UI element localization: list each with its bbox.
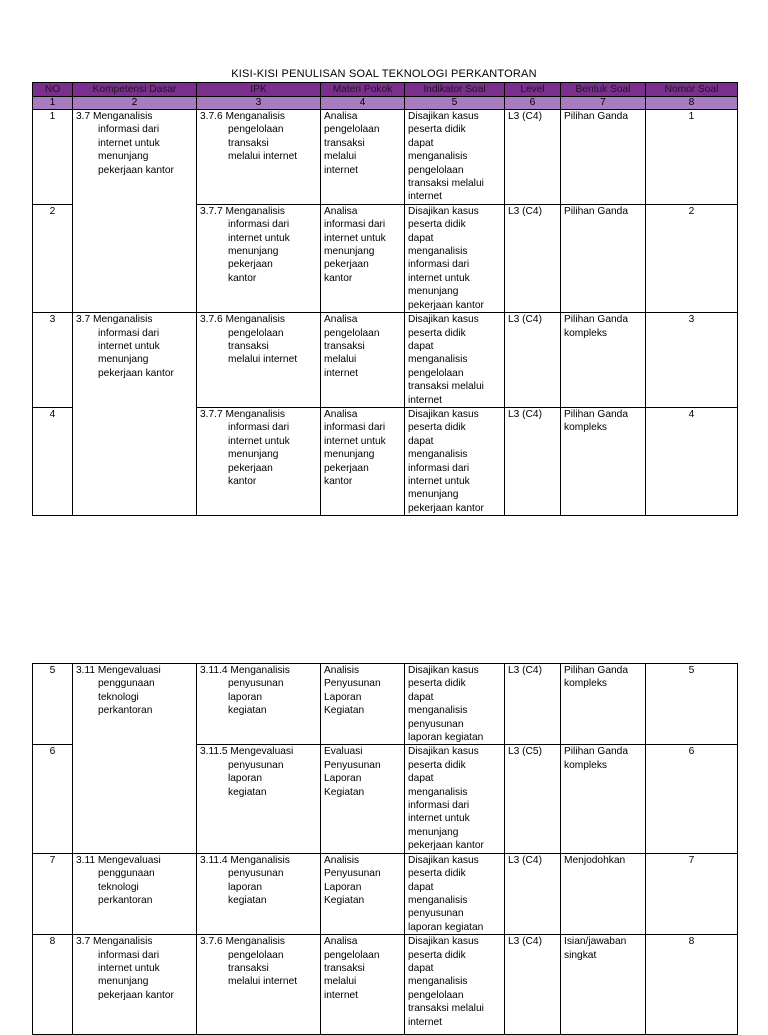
- cell-no: 5: [33, 664, 73, 745]
- cell-ipk: [197, 407, 321, 515]
- header-indikator-soal: Indikator Soal: [405, 83, 505, 97]
- cell-materi-pokok: Analisis Penyusunan Laporan Kegiatan: [321, 853, 405, 934]
- cell-bentuk-soal: Pilihan Ganda kompleks: [561, 664, 646, 745]
- cell-materi-pokok: Analisa informasi dari internet untuk menunjang pekerjaan kantor: [321, 204, 405, 312]
- cell-nomor-soal: 7: [646, 853, 738, 934]
- ipk-text: 3.7.6 Menganalisis pengelolaan transaksi melalui internet: [200, 111, 298, 163]
- ipk-text: 3.7.7 Menganalisis informasi dari internet untuk menunjang pekerjaan kantor: [200, 408, 290, 487]
- header-level: Level: [505, 83, 561, 97]
- cell-indikator-soal: Disajikan kasus peserta didik dapat menganalisis informasi dari internet untuk menunjang pekerjaan kantor: [405, 407, 505, 515]
- column-number: 2: [73, 97, 197, 110]
- cell-materi-pokok: Analisa pengelolaan transaksi melalui internet: [321, 935, 405, 1035]
- cell-ipk: [197, 664, 321, 745]
- table-row: [33, 110, 738, 205]
- cell-nomor-soal: 4: [646, 407, 738, 515]
- column-number-row: [33, 97, 738, 110]
- header-materi-pokok: Materi Pokok: [321, 83, 405, 97]
- cell-nomor-soal: 6: [646, 745, 738, 853]
- kompetensi-dasar-text: 3.7 Menganalisis informasi dari internet untuk menunjang pekerjaan kantor: [76, 936, 174, 1001]
- cell-bentuk-soal: Pilihan Ganda kompleks: [561, 745, 646, 853]
- cell-materi-pokok: Analisa informasi dari internet untuk menunjang pekerjaan kantor: [321, 407, 405, 515]
- cell-nomor-soal: 3: [646, 313, 738, 408]
- cell-indikator-soal: Disajikan kasus peserta didik dapat menganalisis pengelolaan transaksi melalui internet: [405, 935, 505, 1035]
- cell-nomor-soal: 8: [646, 935, 738, 1035]
- cell-bentuk-soal: Isian/jawaban singkat: [561, 935, 646, 1035]
- cell-indikator-soal: Disajikan kasus peserta didik dapat menganalisis pengelolaan transaksi melalui internet: [405, 313, 505, 408]
- ipk-text: 3.11.4 Menganalisis penyusunan laporan kegiatan: [200, 854, 290, 906]
- cell-indikator-soal: Disajikan kasus peserta didik dapat menganalisis informasi dari internet untuk menunjang pekerjaan kantor: [405, 745, 505, 853]
- cell-indikator-soal: Disajikan kasus peserta didik dapat menganalisis penyusunan laporan kegiatan: [405, 664, 505, 745]
- column-number: 3: [197, 97, 321, 110]
- cell-level: L3 (C5): [505, 745, 561, 853]
- cell-no: 3: [33, 313, 73, 408]
- cell-kompetensi-dasar: [73, 935, 197, 1035]
- table-row: [33, 313, 738, 408]
- cell-nomor-soal: 5: [646, 664, 738, 745]
- cell-nomor-soal: 1: [646, 110, 738, 205]
- cell-materi-pokok: Evaluasi Penyusunan Laporan Kegiatan: [321, 745, 405, 853]
- kompetensi-dasar-text: 3.11 Mengevaluasi penggunaan teknologi perkantoran: [76, 665, 161, 717]
- cell-nomor-soal: 2: [646, 204, 738, 312]
- cell-ipk: [197, 853, 321, 934]
- cell-kompetensi-dasar: [73, 664, 197, 854]
- cell-bentuk-soal: Pilihan Ganda kompleks: [561, 407, 646, 515]
- cell-bentuk-soal: Pilihan Ganda kompleks: [561, 313, 646, 408]
- cell-level: L3 (C4): [505, 204, 561, 312]
- header-ipk: IPK: [197, 83, 321, 97]
- cell-level: L3 (C4): [505, 407, 561, 515]
- header-nomor-soal: Nomor Soal: [646, 83, 738, 97]
- cell-no: 1: [33, 110, 73, 205]
- cell-indikator-soal: Disajikan kasus peserta didik dapat menganalisis pengelolaan transaksi melalui internet: [405, 110, 505, 205]
- cell-no: 4: [33, 407, 73, 515]
- table-row: [33, 664, 738, 745]
- cell-ipk: [197, 313, 321, 408]
- cell-level: L3 (C4): [505, 664, 561, 745]
- column-number: 1: [33, 97, 73, 110]
- cell-level: L3 (C4): [505, 935, 561, 1035]
- header-no: NO: [33, 83, 73, 97]
- kompetensi-dasar-text: 3.11 Mengevaluasi penggunaan teknologi perkantoran: [76, 854, 161, 906]
- kompetensi-dasar-text: 3.7 Menganalisis informasi dari internet untuk menunjang pekerjaan kantor: [76, 314, 174, 379]
- header-kompetensi-dasar: Kompetensi Dasar: [73, 83, 197, 97]
- header-bentuk-soal: Bentuk Soal: [561, 83, 646, 97]
- column-number: 6: [505, 97, 561, 110]
- ipk-text: 3.11.4 Menganalisis penyusunan laporan kegiatan: [200, 665, 290, 717]
- cell-ipk: [197, 935, 321, 1035]
- header-row: [33, 83, 738, 97]
- cell-ipk: [197, 745, 321, 853]
- column-number: 5: [405, 97, 505, 110]
- cell-bentuk-soal: Pilihan Ganda: [561, 204, 646, 312]
- cell-indikator-soal: Disajikan kasus peserta didik dapat menganalisis informasi dari internet untuk menunjang pekerjaan kantor: [405, 204, 505, 312]
- ipk-text: 3.7.6 Menganalisis pengelolaan transaksi melalui internet: [200, 314, 298, 366]
- cell-indikator-soal: Disajikan kasus peserta didik dapat menganalisis penyusunan laporan kegiatan: [405, 853, 505, 934]
- cell-ipk: [197, 204, 321, 312]
- cell-materi-pokok: Analisa pengelolaan transaksi melalui internet: [321, 313, 405, 408]
- cell-ipk: [197, 110, 321, 205]
- table-row: [33, 935, 738, 1035]
- cell-bentuk-soal: Menjodohkan: [561, 853, 646, 934]
- cell-no: 2: [33, 204, 73, 312]
- column-number: 4: [321, 97, 405, 110]
- cell-no: 8: [33, 935, 73, 1035]
- document-title: KISI-KISI PENULISAN SOAL TEKNOLOGI PERKANTORAN: [231, 68, 537, 80]
- cell-level: L3 (C4): [505, 313, 561, 408]
- ipk-text: 3.7.6 Menganalisis pengelolaan transaksi melalui internet: [200, 936, 298, 988]
- cell-no: 7: [33, 853, 73, 934]
- cell-kompetensi-dasar: [73, 313, 197, 516]
- column-number: 7: [561, 97, 646, 110]
- cell-level: L3 (C4): [505, 110, 561, 205]
- cell-materi-pokok: Analisis Penyusunan Laporan Kegiatan: [321, 664, 405, 745]
- column-number: 8: [646, 97, 738, 110]
- cell-kompetensi-dasar: [73, 110, 197, 313]
- cell-level: L3 (C4): [505, 853, 561, 934]
- cell-materi-pokok: Analisa pengelolaan transaksi melalui internet: [321, 110, 405, 205]
- table-row: [33, 853, 738, 934]
- kisi-kisi-table-part-1: [32, 82, 738, 516]
- ipk-text: 3.7.7 Menganalisis informasi dari internet untuk menunjang pekerjaan kantor: [200, 205, 290, 284]
- kompetensi-dasar-text: 3.7 Menganalisis informasi dari internet untuk menunjang pekerjaan kantor: [76, 111, 174, 176]
- cell-no: 6: [33, 745, 73, 853]
- cell-bentuk-soal: Pilihan Ganda: [561, 110, 646, 205]
- ipk-text: 3.11.5 Mengevaluasi penyusunan laporan kegiatan: [200, 746, 294, 798]
- cell-kompetensi-dasar: [73, 853, 197, 934]
- kisi-kisi-table-part-2: [32, 663, 738, 1035]
